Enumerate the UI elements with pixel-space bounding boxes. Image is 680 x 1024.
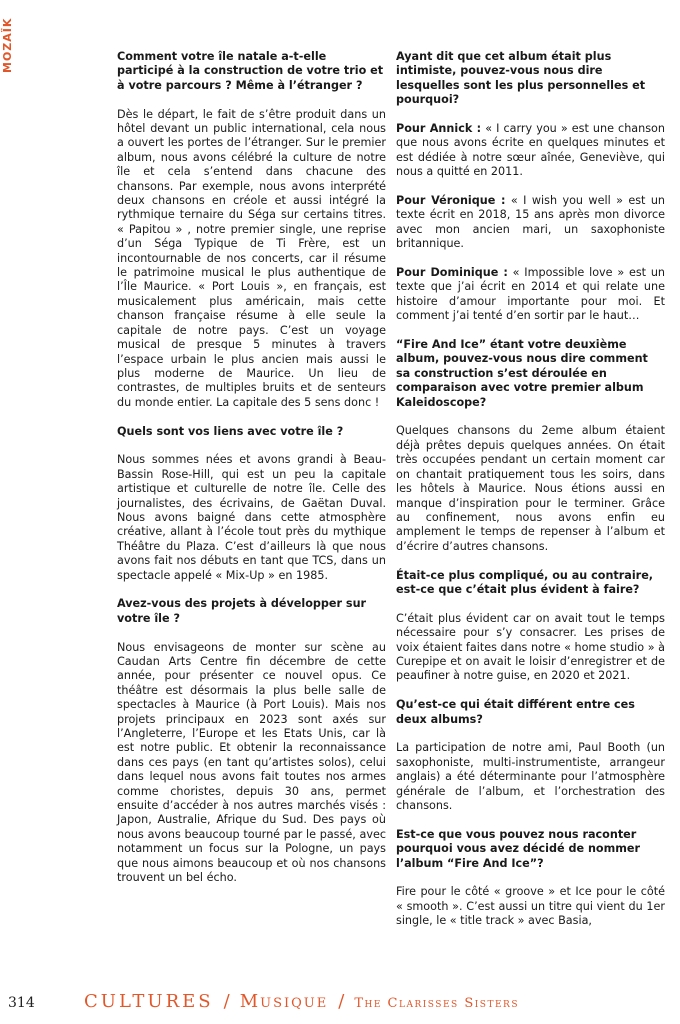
question-personal-songs: Ayant dit que cet album était plus intimiste, pouvez-vous nous dire lesquelles sont les plus personnelles et pourquoi? xyxy=(396,50,646,107)
answer-native-island: Dès le départ, le fait de s’être produit dans un hôtel devant un public international, cela nous a ouvert les portes de l’étranger. Sur le premier album, nous avons célébré la culture de notre île et cela s’entend dans chacune des chansons. Par exemple, nous avons interprété deux chansons en créole et aussi intégré la rythmique ternaire du Séga sur certains titres. « Papitou » , notre premier single, une reprise d’un Séga Typique de Ti Frère, est un incontournable de nos concerts, car il résume le patrimoine musical le plus authentique de l’Île Maurice. « Port Louis », en français, est musicalement plus américain, mais cette chanson française résume à elle seule la capitale de notre pays. C’est un voyage musical de presque 5 minutes à travers l’espace urbain le plus ancien mais aussi le plus moderne de Maurice. Un lieu de contrastes, de multiples bruits et de senteurs du monde entier. La capitale des 5 sens donc ! xyxy=(117,107,386,409)
question-album-name: Est-ce que vous pouvez nous raconter pourquoi vous avez décidé de nommer l’album “Fire And Ice”? xyxy=(396,827,641,870)
question-links-island: Quels sont vos liens avec votre île ? xyxy=(117,424,344,438)
right-column xyxy=(396,50,665,943)
answer-album-name: Fire pour le côté « groove » et Ice pour le côté « smooth ». C’est aussi un titre qui vient du 1er single, le « title track » avec Basia, xyxy=(396,885,665,928)
answer-annick xyxy=(396,122,665,180)
answer-dominique xyxy=(396,266,665,324)
breadcrumb-separator: / xyxy=(223,991,230,1012)
breadcrumb-separator: / xyxy=(338,991,345,1012)
annick-text: « I carry you » est une chanson que nous avons écrite en quelques minutes et est dédiée à notre sœur aînée, Geneviève, qui nous a quitté en 2011. xyxy=(396,122,665,179)
question-native-island: Comment votre île natale a-t-elle participé à la construction de votre trio et à votre parcours ? Même à l’étranger ? xyxy=(117,50,384,92)
answer-veronique xyxy=(396,194,665,252)
dominique-text: « Impossible love » est un texte que j’ai écrit en 2014 et qui relate une histoire d’amour importante pour moi. Et comment j’ai tenté d’en sortir par le haut… xyxy=(396,266,665,323)
answer-second-album: Quelques chansons du 2eme album étaient déjà prêtes depuis quelques années. On était très occupées pendant un certain moment car on chantait pratiquement tous les soirs, dans les hôtels à Maurice. Nous étions aussi en manque d’inspiration pour le terminer. Grâce au confinement, nous avons enfin eu amplement le temps de repenser à l’album et d’écrire d’autres chansons. xyxy=(396,424,665,553)
veronique-text: « I wish you well » est un texte écrit en 2018, 15 ans après mon divorce avec mon ancien mari, un saxophoniste britannique. xyxy=(396,194,666,251)
question-difference: Qu’est-ce qui était différent entre ces deux albums? xyxy=(396,698,635,726)
section-title: CULTURES xyxy=(84,991,214,1012)
dominique-label: Pour Dominique : xyxy=(396,266,508,280)
veronique-label: Pour Véronique : xyxy=(396,194,506,208)
answer-difference: La participation de notre ami, Paul Booth (un saxophoniste, multi-instrumentiste, arrangeur anglais) a été déterminante pour l’atmosphère générale de l’album, et l’orchestration des chansons. xyxy=(396,741,665,812)
question-projects-island: Avez-vous des projets à développer sur votre île ? xyxy=(117,597,367,625)
question-harder-easier: Était-ce plus compliqué, ou au contraire, est-ce que c’était plus évident à faire? xyxy=(396,568,654,596)
answer-harder-easier: C’était plus évident car on avait tout le temps nécessaire pour s’y consacrer. Les prises de voix étaient faites dans notre « home studio » à Curepipe et on avait le loisir d’enregistrer et de peaufiner à notre guise, en 2020 et 2021. xyxy=(396,611,665,683)
question-second-album: “Fire And Ice” étant votre deuxième album, pouvez-vous nous dire comment sa construction s’est déroulée en comparaison avec votre premier album Kaleidoscope? xyxy=(396,338,648,409)
answer-projects-island: Nous envisageons de monter sur scène au Caudan Arts Centre fin décembre de cette année, pour présenter ce nouvel opus. Ce théâtre est désormais la plus belle salle de spectacles à Maurice (à Port Louis). Mais nos projets principaux en 2023 sont axés sur l’Angleterre, l’Europe et les Etats Unis, car là est notre public. Et obtenir la reconnaissance dans ces pays (en tant qu’artistes solos), celui dans lequel nous avons fait toutes nos armes comme choristes, depuis 30 ans, permet ensuite d’accéder à nos autres marchés visés : Japon, Australie, Afrique du Sud. Des pays où nous avons beaucoup tourné par le passé, avec notamment un focus sur la Pologne, un pays que nous aimons beaucoup et où nos chansons trouvent un bel écho. xyxy=(117,640,386,885)
article-subject: The Clarisses Sisters xyxy=(354,996,519,1011)
page-footer xyxy=(0,990,680,1018)
magazine-brand-logo: MOZAÏK xyxy=(1,17,14,73)
annick-label: Pour Annick : xyxy=(396,122,482,136)
answer-links-island: Nous sommes nées et avons grandi à Beau-Bassin Rose-Hill, qui est un peu la capitale artistique et culturelle de notre île. Celle des journalistes, des écrivains, de Gaëtan Duval. Nous avons baigné dans cette atmosphère créative, allant à l’école tout près du mythique Théâtre du Plaza. C’est d’ailleurs là que nous avons fait nos débuts en tant que TCS, dans un spectacle appelé « Mix-Up » en 1985. xyxy=(117,453,386,582)
left-column xyxy=(117,50,386,900)
page-number: 314 xyxy=(8,995,35,1011)
subsection-title: Musique xyxy=(239,991,329,1012)
section-breadcrumb xyxy=(84,991,519,1012)
